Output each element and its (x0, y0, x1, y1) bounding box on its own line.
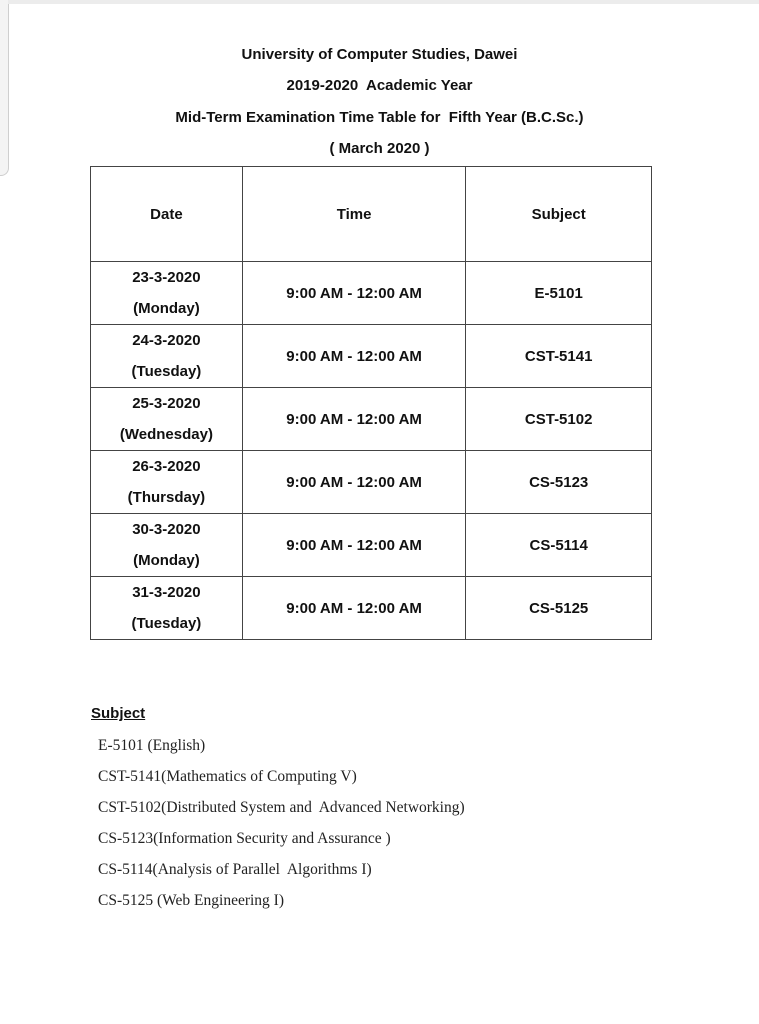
exam-date: 30-3-2020 (132, 521, 201, 538)
legend-item: E-5101 (English) (98, 737, 206, 754)
time-cell: 9:00 AM - 12:00 AM (242, 325, 466, 388)
column-header-date: Date (91, 167, 243, 262)
date-cell (91, 577, 243, 640)
exam-day: (Thursday) (127, 489, 206, 506)
exam-day: (Monday) (133, 552, 200, 569)
date-cell (91, 388, 243, 451)
subject-cell: CST-5141 (466, 325, 652, 388)
exam-date: 25-3-2020 (132, 395, 201, 412)
table-row (91, 325, 652, 388)
legend-item: CS-5125 (Web Engineering I) (98, 892, 284, 909)
time-cell: 9:00 AM - 12:00 AM (242, 514, 466, 577)
subject-cell: CS-5125 (466, 577, 652, 640)
subject-legend-list (98, 735, 465, 921)
table-row (91, 262, 652, 325)
date-cell (91, 451, 243, 514)
document-title: Mid-Term Examination Time Table for Fifth Year (B.C.Sc.) (175, 109, 584, 126)
institution-title: University of Computer Studies, Dawei (241, 46, 518, 63)
exam-day: (Tuesday) (131, 615, 202, 632)
exam-month: ( March 2020 ) (329, 140, 430, 157)
date-cell (91, 325, 243, 388)
legend-item: CST-5102(Distributed System and Advanced Networking) (98, 799, 465, 816)
column-header-subject: Subject (466, 167, 652, 262)
exam-date: 23-3-2020 (132, 269, 201, 286)
time-cell: 9:00 AM - 12:00 AM (242, 388, 466, 451)
subject-cell: CS-5123 (466, 451, 652, 514)
exam-date: 31-3-2020 (132, 584, 201, 601)
exam-day: (Tuesday) (131, 363, 202, 380)
time-cell: 9:00 AM - 12:00 AM (242, 577, 466, 640)
exam-day: (Wednesday) (119, 426, 213, 443)
page-edge-top (8, 0, 759, 4)
table-row (91, 388, 652, 451)
table-row (91, 451, 652, 514)
legend-item: CS-5114(Analysis of Parallel Algorithms I) (98, 861, 372, 878)
date-cell (91, 514, 243, 577)
academic-year: 2019-2020 Academic Year (286, 77, 473, 94)
exam-date: 24-3-2020 (132, 332, 201, 349)
time-cell: 9:00 AM - 12:00 AM (242, 451, 466, 514)
legend-item: CS-5123(Information Security and Assurance ) (98, 830, 391, 847)
legend-item: CST-5141(Mathematics of Computing V) (98, 768, 357, 785)
subject-legend-title: Subject (91, 705, 146, 722)
table-row (91, 577, 652, 640)
subject-cell: CS-5114 (466, 514, 652, 577)
date-cell (91, 262, 243, 325)
column-header-time: Time (242, 167, 466, 262)
subject-cell: CST-5102 (466, 388, 652, 451)
exam-timetable (90, 166, 652, 640)
table-header-row (91, 167, 652, 262)
table-row (91, 514, 652, 577)
exam-date: 26-3-2020 (132, 458, 201, 475)
time-cell: 9:00 AM - 12:00 AM (242, 262, 466, 325)
exam-day: (Monday) (133, 300, 200, 317)
subject-cell: E-5101 (466, 262, 652, 325)
